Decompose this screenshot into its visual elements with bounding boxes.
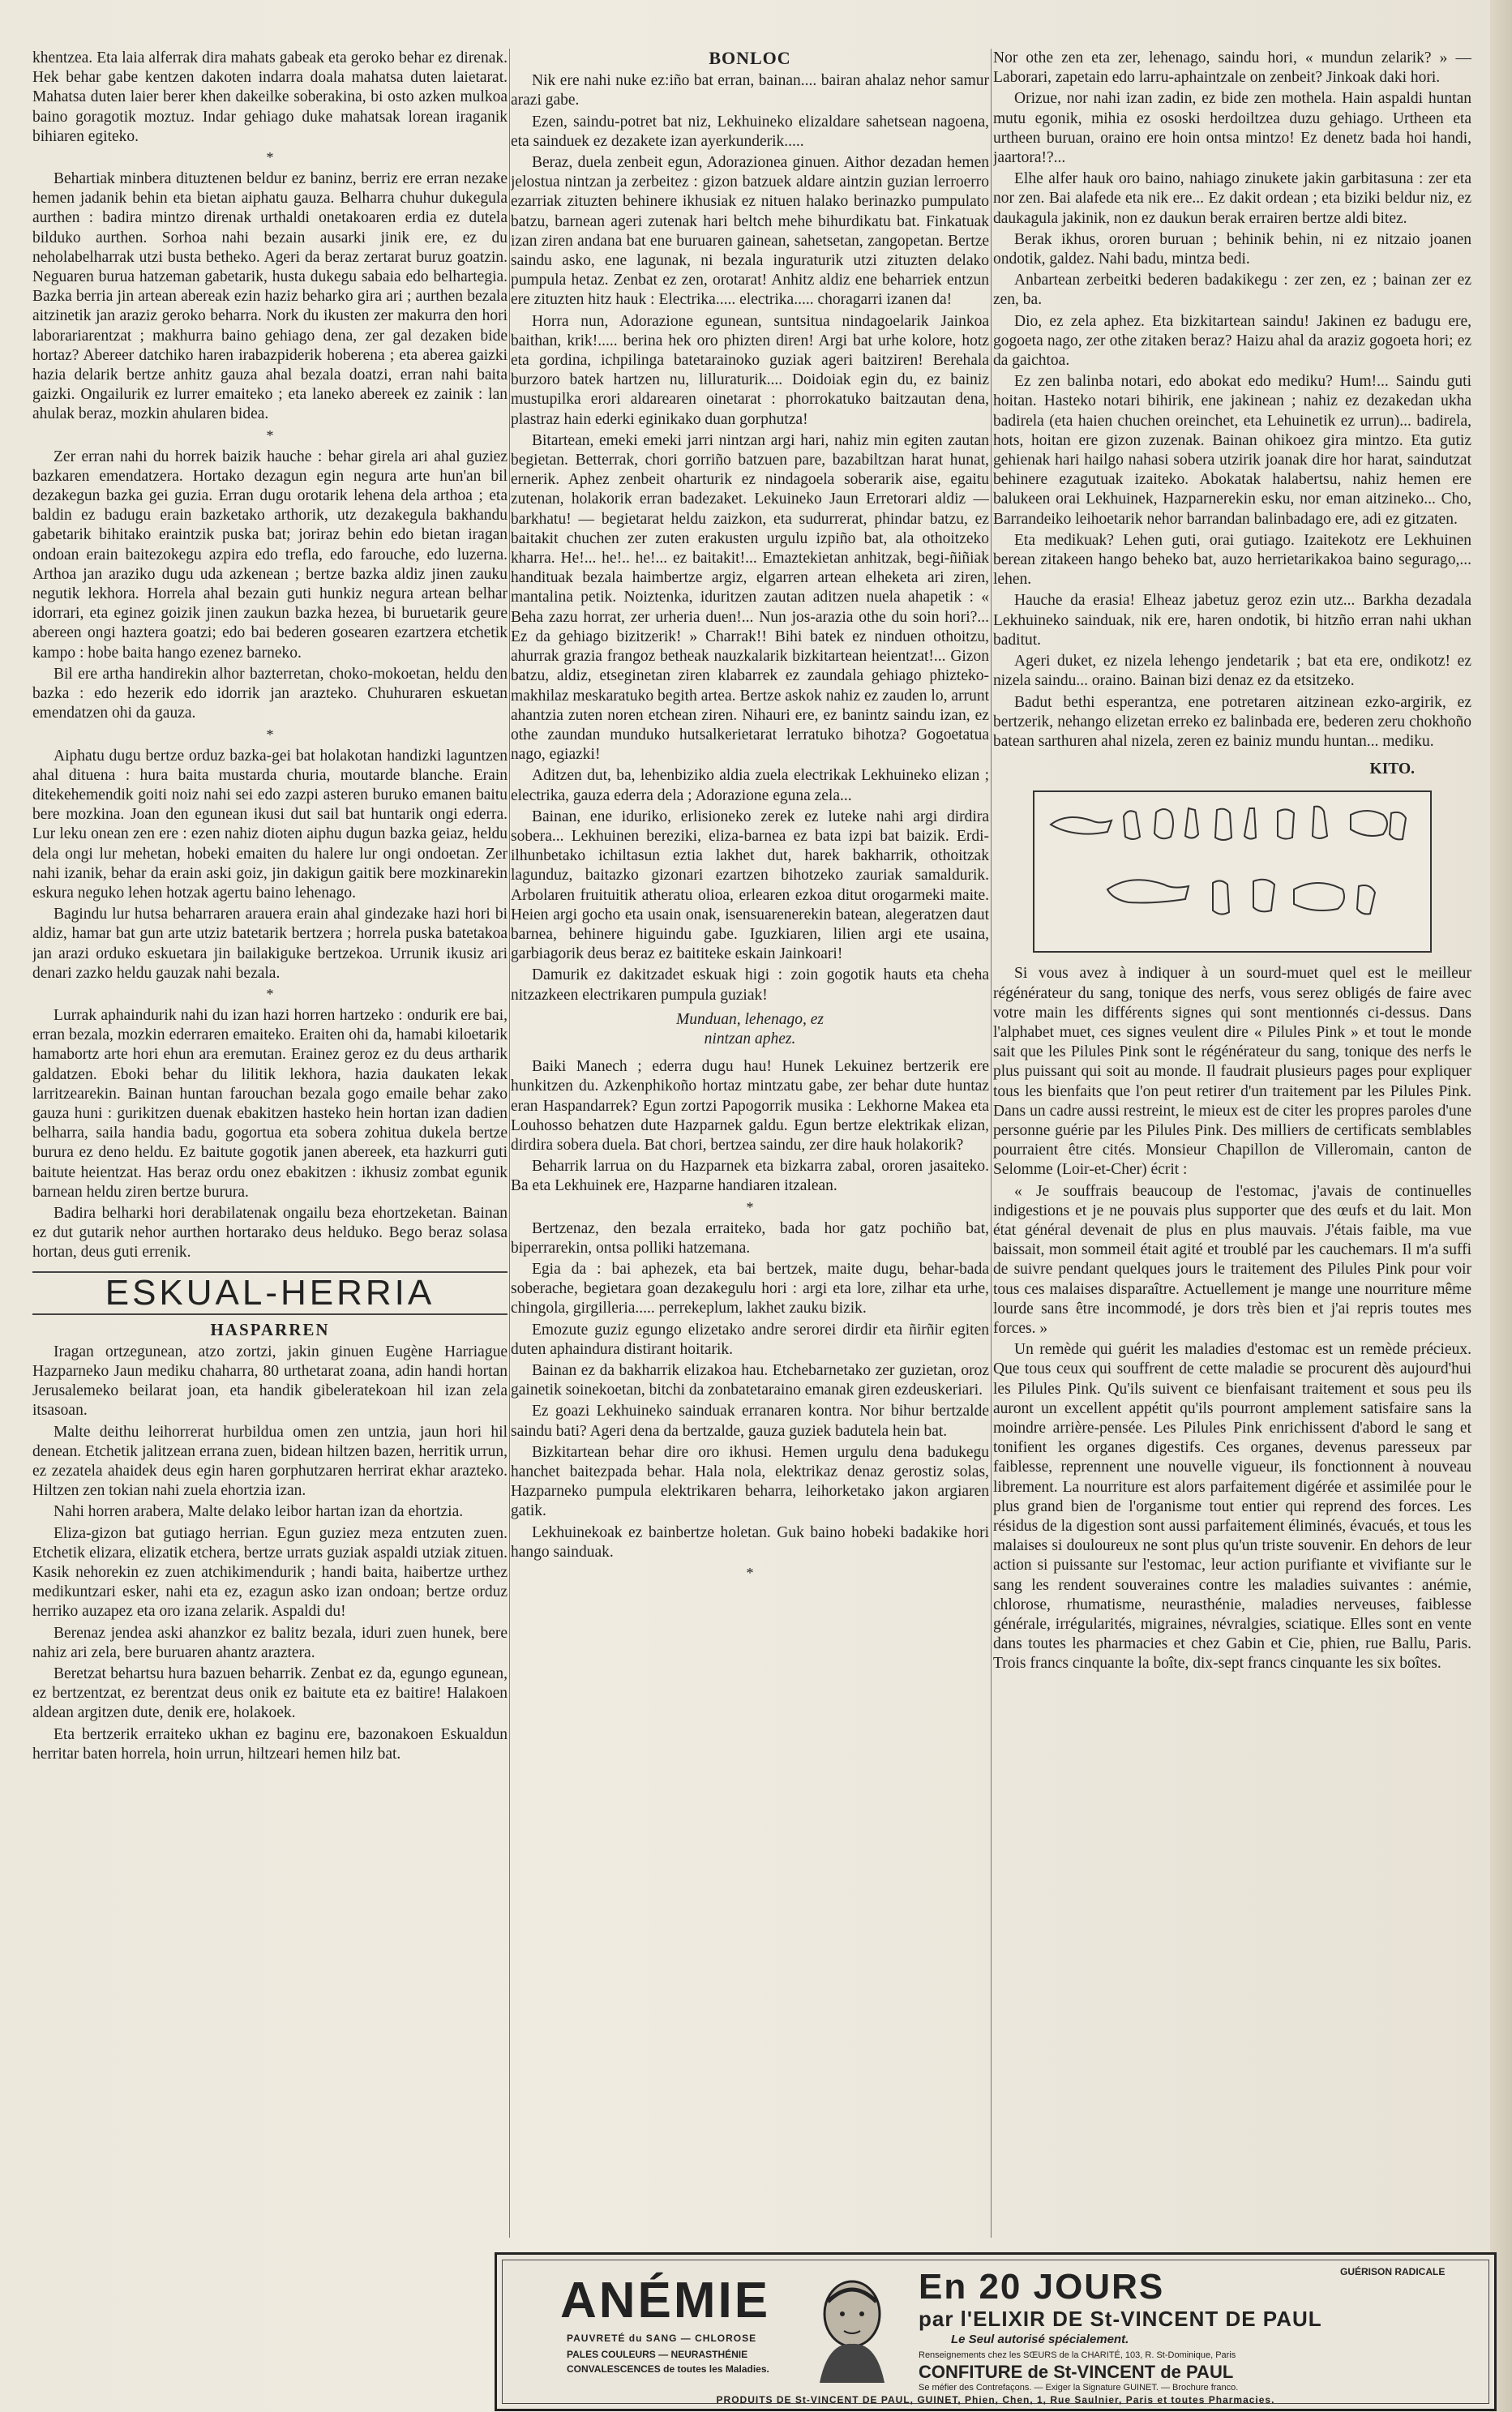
paragraph: Emozute guziz egungo elizetako andre serorei dirdir eta ñirñir egiten duten aphaindura distirant hoitarik. — [511, 1321, 989, 1358]
paragraph: Un remède qui guérit les maladies d'estomac est un remède précieux. Que tous ceux qui souffrent de cette maladie se procurent dès aujourd'hui les Pilules Pink. Qu'ils suivent ce bienfaisant traitement et sous peu ils auront un excellent appétit qu'ils pourront amplement satisfaire sans la moindre arrière-pensée. Les Pilules Pink enrichissent d'abord le sang et tonifient les organes digestifs. Ces organes, devenus paresseux par faiblesse, reprennent une nouvelle vigueur, ils fonctionnent à nouveau librement. La nourriture est alors parfaitement digérée et assimilée pour le plus grand bien de l'organisme tout entier qui reprend des forces. Les résidus de la digestion sont aussi parfaitement éliminés, évacués, et tous les malaises si douloureux ne sont plus qu'un triste souvenir. En dehors de leur action si puissante sur l'estomac, leur action purifiante et vivifiante sur le sang les rendent souveraines contre les maladies suivantes : anémie, chlorose, rhumatisme, neurasthénie, maladies nerveuses, faiblesse générale, irrégularités, migraines, névralgies, sciatique. Elles sont en vente dans toutes les pharmacies et chez Gabin et Cie, phien, rue Ballu, Paris. Trois francs cinquante la boîte, dix-sept francs cinquante les six boîtes. — [993, 1341, 1471, 1673]
poem-line: nintzan aphez. — [704, 1030, 796, 1047]
ad-warning: Se méfier des Contrefaçons. — Exiger la Signature GUINET. — Brochure franco. — [919, 2383, 1239, 2393]
saint-portrait-icon — [803, 2269, 901, 2383]
column-rule — [509, 49, 510, 2238]
poem-verse — [511, 1010, 989, 1049]
paragraph: Beraz, duela zenbeit egun, Adorazionea ginuen. Aithor dezadan hemen jelostua nintzan ja zerbeitez : gizon batzuek aldare aintzin guzian lerroerro ezarriak zituzten behinere ikhusiak ez nituen halako berinazko pumpulato batzu, barnean ageri zutenak hari beltch mehe bihurdikatu bat. Finkatuak izan ziren andana bat ene buruaren gainean, sahetsetan, zangopetan. Bertze saindu asko, ene lagunak, ni bezala inguraturik utzi zituzten delako pumpula hetaz. Zenbat ez zen, orotarat! Anhitz aldiz ene beharriek entzun ere zituzten hitz hauk : Electrika..... electrika..... choragarri izanen da! — [511, 154, 989, 309]
ad-confiture: CONFITURE de St-VINCENT de PAUL — [919, 2362, 1234, 2382]
paragraph: Zer erran nahi du horrek baizik hauche : behar girela ari ahal guziez bazkaren emendatzera. Hortako dezagun egin negura arte hun'an bil dezakegun bazka gei guzia. Erran dugu orotarik lehena dela arthoa ; eta baldin ez badugu erain bazketako arthorik, utz dezakegula bakhandu gabetarik bihitako eraintzik puska bat; joriraz behin edo bietan iragan ondoan erain baitezokegu azpira edo trefla, edo farouche, edo luzerna. Arthoa jan araziko dugu uda azkenean ; bertze bazka aldiz jinen zauku negutik lekhora. Horrela ahal bezain guti hunkiz negura artean belhar idorrari, eta eginez goizik jinen zaukun bazka hezea, bi buruetarik geure abereen ongi haztera goatzi; edo bai bederen gosearen ezartzera etchetik kampo : hobe baita hango ezenez barneko. — [32, 448, 508, 662]
paragraph: Bitartean, emeki emeki jarri nintzan argi hari, nahiz min egiten zautan begietan. Betterrak, chori gorriño batzuen pare, bazabiltzan harat hunat, ernerik. Aphez zenbeit oharturik ez nindagoela soberarik aise, egaitu zutenan, holakorik erran badezaket. Lekuineko Jaun Erretorari aldiz — barkhatu! — begietarat heldu zaizkon, eta sudurrerat, phindar batzu, ez baitakit chuchen zer zuten erakusten urgulu izpiño bat, ala othoitzeko kharra. He!... he!.. he!... ez baitakit!... Emaztekietan anhitzak, begi-ñiñiak handituak bezala haimbertze argiz, elgarren artean elheketa ari ziren, mantalina petik. Noiztenka, iduritzen zautan aditzen nuela ahapetik : « Beha zazu horrat, zer urheria duen!... Nun jos-arazia othe du soin hori?... Ez da gehiago bizitzerik! » Charrak!! Bihi batek ez ninduen othoitzu, ahurrak grazia frangoz betheak nauzkalarik bizkitartean heientzat!... Gizon batzu, aldiz, etseginetan ziren klabarrek ez zaundala gehiago phizteko-makhilaz meskaratuko begith artea. Bertze askok nahiz ez zauden lo, arrunt ahantzia zuten noren etchean ziren. Nihauri ere, ez banintz saindu izan, ez othe zaundan munduko hutsalkerietarat lerratuko bihotza? Gogoetatua nago, egiazki! — [511, 431, 989, 764]
ad-guerison: GUÉRISON RADICALE — [1340, 2266, 1446, 2277]
ad-tagline: Le Seul autorisé spécialement. — [951, 2333, 1129, 2346]
column-rule — [991, 49, 992, 2238]
paragraph: Bil ere artha handirekin alhor bazterretan, choko-mokoetan, heldu den bazka : edo hezerik edo idorrik jan arazteko. Chuhuraren eskuetan emendatzen ohi da gauza. — [32, 665, 508, 722]
paragraph: Si vous avez à indiquer à un sourd-muet quel est le meilleur régénérateur du sang, tonique des nerfs, vous serez obligés de faire avec votre main les différents signes qui sont mentionnés ci-dessus. Dans l'alphabet muet, ces signes veulent dire « Pilules Pink » et tout le monde sait que les Pilules Pink sont le régénérateur du sang, tonique des nerfs le plus puissant qui soit au monde. Il faudrait plusieurs pages pour expliquer tous les bienfaits que l'on peut retirer d'un traitement par les Pilules Pink. Dans un cadre aussi restreint, le mieux est de citer les propres paroles d'une personne guérie par les Pilules Pink. Des milliers de certificats semblables pourraient être cités. Monsieur Chapillon de Villeromain, canton de Selomme (Loir-et-Cher) écrit : — [993, 965, 1471, 1179]
paragraph: Orizue, nor nahi izan zadin, ez bide zen mothela. Hain aspaldi huntan mutu egonik, mihia ez ososki herdoiltzea duzu gehiago. Urtheen eta urtheen buruan, oraino ere hoin ontsa mintzo! Ez denetz bada hoi handi, jaartora!?... — [993, 90, 1471, 167]
separator-star: * — [746, 1198, 754, 1215]
ad-footer: PRODUITS DE St-VINCENT DE PAUL, GUINET, Phien, Chen, 1, Rue Saulnier, Paris et toutes Pharmacies. — [716, 2394, 1275, 2406]
paragraph: Eta bertzerik erraiteko ukhan ez baginu ere, bazonakoen Eskualdun herritar baten horrela, hoin urrun, hiltzeari hemen hilz bat. — [32, 1725, 508, 1763]
paragraph: Bertzenaz, den bezala erraiteko, bada hor gatz pochiño bat, biperrarekin, ontsa polliki hatzemana. — [511, 1219, 989, 1257]
ad-line: CONVALESCENCES de toutes les Maladies. — [567, 2363, 769, 2375]
paragraph: Badira belharki hori derabilatenak ongailu beza ehortzeketan. Bainan ez dut gutarik nehor aurthen hortarako deus helduko. Bego beraz solasa hortan, deus guti errenik. — [32, 1204, 508, 1262]
advertisement-elixir — [495, 2252, 1497, 2411]
ad-product-name: par l'ELIXIR DE St-VINCENT DE PAUL — [919, 2307, 1322, 2331]
column-2 — [511, 49, 989, 2384]
ad-info: Renseignements chez les SŒURS de la CHARITÉ, 103, R. St-Dominique, Paris — [919, 2350, 1236, 2360]
article-title-bonloc: BONLOC — [709, 49, 791, 68]
separator-star: * — [746, 1565, 754, 1582]
poem-line: Munduan, lehenago, ez — [676, 1010, 824, 1028]
paragraph: Aiphatu dugu bertze orduz bazka-gei bat holakotan handizki laguntzen ahal dituena : hura baita mustarda churia, moutarde blanche. Erain ditekehemendik goiti noiz nahi sei edo zazpi asteren buruko emanen baitu bere mozkina. Joan den egunean ikusi dut sail bat huntarik ongi ederra. Lur leku onean zen ere : ezen nahiz dioten aiphu dugun bazka geiaz, heldu dela ongi lur mehetan, hobeki emaiten du halere lur ongi ondoetan. Zer nahi izanik, behar da erain aski goiz, jin dakigun gaitik bere mozkinarekin eskura neguko lehen hotzak agertu baino lehenago. — [32, 747, 508, 902]
paragraph: Iragan ortzegunean, atzo zortzi, jakin ginuen Eugène Harriague Hazparneko Jaun mediku chaharra, 80 urthetarat zoana, adin handi hortan Jerusalemeko beilarat joan, eta handik gibeleratekoan hil izan zela itsasoan. — [32, 1343, 508, 1420]
paragraph: Bizkitartean behar dire oro ikhusi. Hemen urgulu dena badukegu hanchet baitezpada behar. Hala nola, elektrikaz denaz gerostiz solas, Hazparneko pumpula elektrikaren beharra, leihorketako jakon argiaren gatik. — [511, 1443, 989, 1520]
paragraph: Nahi horren arabera, Malte delako leibor hartan izan da ehortzia. — [54, 1503, 464, 1521]
paragraph: Berak ikhus, ororen buruan ; behinik behin, ni ez nitzaio joanen ondotik, galdez. Nahi badu, mintza bedi. — [993, 230, 1471, 268]
paragraph: Bainan, ene iduriko, erlisioneko zerek ez luteke nahi argi dirdira sobera... Lekhuinen bereziki, eliza-barnea ez bata izpi bat baizik. Erdi-ilhunbetako ichiltasun eztia lakhet dut, harek bakharrik, othoitzak lagunduz, baitazko gizonari ezartzen bihotzeko zauriak samaldurik. Arbolaren fruituitik atheratu olioa, erlearen ezkoa ditut orogarmeki maite. Heien argi gocho eta usain onak, isensuarenerekin batean, alegeratzen daut barnea, behinere higuindu gabe. Iguzkiaren, lilien argi ete usaina, garbiagorik deus beraz ez baititeke eskain Jainkoari! — [511, 808, 989, 963]
paragraph: Nor othe zen eta zer, lehenago, saindu hori, « mundun zelarik? » — Laborari, zapetain edo larru-aphaintzale on zenbeit? Jinkoak daki hori. — [993, 49, 1471, 87]
paragraph: Horra nun, Adorazione egunean, suntsitua nindagoelarik Jainkoa baithan, krik!..... berina hek oro phizten diren! Argi bat urhe kolore, hotz eta gordina, ichpilinga batetarainoko guziak ageri baitziren! Berehala burzoro batek hartzen nu, lilluraturik.... Doidoiak egin du, ez bainiz mustupilka erori aldarearen oinetarat : phorrokatuko baitzautan dena, plastraz hain ederki eginikako duan gorphutza! — [511, 312, 989, 428]
paragraph: Ezen, saindu-potret bat niz, Lekhuineko elizaldare sahetsean nagoena, eta sainduek ez dezakete izan ayerkunderik..... — [511, 113, 989, 150]
paragraph: Behartiak minbera dituztenen beldur ez baninz, berriz ere erran nezake hemen jadanik behin eta bietan aiphatu gauza. Belharra chuhur dukegula aurthen : badira mintzo direnak urthaldi onetakoaren erdia ez dutela bilduko aurthen. Sorhoa nahi bezain ausarki jinik ere, ez du neholabelharrak utzi busta betheko. Ageri da beraz zertarat buruz goatzin. Neguaren burua hatzeman gabetarik, husta dukegu sabaia edo belhartegia. Bazka berria jin artean abereak ezin haziz beharko gira ari ; aurthen bezala aitzinetik jan araziz geroko beharra. Nork du ikusten zer makurra den hori laborariarentzat ; makhurra baino gehiago dena, zer gal dezaken bide hortaz? Abereer datchiko haren irabazpiderik hoberena ; eta aberea gaizki hazia delarik bertze anhitz gauza ahal bezala doatzi, erran nahi baita gaizki. Ongailurik ez lurrer emaiteko ; eta laneko abereek ez zainik : lan ahulak beraz, mozkin ahularen bidea. — [32, 170, 508, 423]
paragraph: Lekhuinekoak ez bainbertze holetan. Guk baino hobeki badakike hori hango sainduak. — [511, 1523, 989, 1561]
ad-line: PALES COULEURS — NEURASTHÉNIE — [567, 2349, 748, 2360]
paragraph: Beharrik larrua on du Hazparnek eta bizkarra zabal, ororen jasaiteko. Ba eta Lekhuinek ere, Hazparne handiaren itzalean. — [511, 1158, 989, 1195]
paragraph: Eliza-gizon bat gutiago herrian. Egun guziez meza entzuten zuen. Etchetik elizara, elizatik etchera, bertze urrats guziak aspaldi utziak zituen. Kasik nehorekin ez zuen atchikimendurik ; handi baita, haibertze urthez medikuntzari esker, nahi eta ez, ezagun asko izan ondoan; bertze orduz herriko auzapez eta oro izana zelarik. Aspaldi du! — [32, 1524, 508, 1621]
section-title-eskual-herria: ESKUAL-HERRIA — [32, 1271, 508, 1315]
paragraph: « Je souffrais beaucoup de l'estomac, j'avais de continuelles indigestions et je ne pouvais plus supporter que des œufs et du lait. Mon état général devenait de plus en plus mauvais. J'étais faible, ma vue baissait, mon sommeil était agité et troublé par les cauchemars. Il m'a suffi de suivre pendant quelques jours le traitement des Pilules Pink pour voir tous ces malaises disparaître. Actuellement je mange une nourriture même lourde sans être incommodé, je dors très bien et j'ai repris toutes mes forces. » — [993, 1182, 1471, 1337]
paragraph: Ez goazi Lekhuineko sainduak erranaren kontra. Nor bihur bertzalde saindu bati? Ageri dena da bertzalde, gauza guziek badutela hein bat. — [511, 1403, 989, 1440]
paragraph: Egia da : bai aphezek, eta bai bertzek, maite dugu, behar-bada soberache, begietara goan dezakegulu hori : argi eta lore, zilhar eta urhe, chingola, girgilleria..... perrekeplum, lakhet zauku bizik. — [511, 1260, 989, 1317]
paragraph: Malte deithu leihorrerat hurbildua omen zen untzia, jaun hori hil denean. Etchetik jalitzean errana zuen, bidean hiltzen bazen, herritik urrun, ez zezatela ahaidek deus egin haren gorphutzaren herrirat ekhar arazteko. Hiltzen zen tokian nahi zuela ehortzia izan. — [32, 1423, 508, 1500]
separator-star: * — [266, 426, 274, 443]
paragraph: Badut bethi esperantza, ene potretaren aitzinean ezko-argirik, ez bertzerik, nehango elizetan erreko ez balinbada ere, bederen zeru chokhoño batean sarthuren ahal nizela, zeren ez bainiz mundu huntan... mediku. — [993, 693, 1471, 750]
paragraph: Lurrak aphaindurik nahi du izan hazi horren hartzeko : ondurik ere bai, erran bezala, mozkin ederraren emaiteko. Eraiten ohi da, hamabi kiloetarik hamabortz arte hori ehun ara eremutan. Erainez geroz ez du deus artharik galdatzen. Eboki behar du lilitik lekhora, hazia daukaten lekak larritzearekin. Bainan huntan farouchan bezala gogo emaile behar zako gauza huni : gurikitzen duenak ebakitzen hasteko hein hortan izan dadien belharra, saila handia badu, gogortua eta sobera zohitua dukela bertze burura ez deno heldu. Ez baitute gogotik janen abereek, eta hazkurri guti baitute heientzat. Has beraz ordu onez ebakitzen : ikhusiz zombat egunik barnean heldu ziren bertze burura. — [32, 1006, 508, 1201]
ad-duration: En 20 JOURS — [919, 2267, 1165, 2307]
paragraph: Elhe alfer hauk oro baino, nahiago zinukete jakin garbitasuna : zer eta nor zen. Bai alafede eta nik ere... Ez dakit ordean ; eta biziki beldur niz, ez daukagula jakinik, non ez daukun berak errairen bertze aldi bitez. — [993, 170, 1471, 227]
paragraph: Dio, ez zela aphez. Eta bizkitartean saindu! Jakinen ez badugu ere, gogoeta nago, zer othe zitaken beraz? Haizu ahal da araziz gogoeta hori; ez da gaichtoa. — [993, 312, 1471, 370]
separator-star: * — [266, 985, 274, 1002]
author-signature: KITO. — [1369, 760, 1415, 778]
paragraph: Ageri duket, ez nizela lehengo jendetarik ; bat eta ere, ondikotz! ez nizela saindu... oraino. Bainan bizi denaz ez da etsitzeko. — [993, 653, 1471, 690]
paragraph: Beretzat behartsu hura bazuen beharrik. Zenbat ez da, egungo egunean, ez bertzentzat, ez berentzat deus onik ez baitute eta ez baitire! Halakoen aldean argitzen dute, denik ere, holakoek. — [32, 1665, 508, 1722]
column-1 — [32, 49, 508, 2392]
paragraph: Bagindu lur hutsa beharraren arauera erain ahal gindezake hazi hori bi aldiz, hamar bat gun arte utziz batetarik bertzera ; horrela puska batetakoa jan arazi orduko eskuetara jin bailakiguke bertzekoa. Urrunik ikusiz ari denari zazko heldu gauzak nahi bezala. — [32, 906, 508, 982]
paragraph: Damurik ez dakitzadet eskuak higi : zoin gogotik hauts eta cheha nitzazkeen electrikaren pumpula guziak! — [511, 966, 989, 1004]
paragraph: Anbartean zerbeitki bederen badakikegu : zer zen, ez ; bainan zer ez zen, ba. — [993, 272, 1471, 309]
paragraph: Eta medikuak? Lehen guti, orai gutiago. Izaitekotz ere Lekhuinen berean zitakeen hango beheko bat, auzo herrietarikakoa baino segurago,... lehen. — [993, 531, 1471, 589]
hand-signs-icon — [1034, 792, 1430, 951]
section-subtitle-hasparren: HASPARREN — [210, 1319, 330, 1339]
separator-star: * — [266, 726, 274, 743]
ad-headline: ANÉMIE — [560, 2273, 771, 2328]
paragraph: Nik ere nahi nuke ez:iño bat erran, bainan.... bairan ahalaz nehor samur arazi gabe. — [511, 72, 989, 109]
column-3 — [993, 49, 1471, 2238]
paragraph: Berenaz jendea aski ahanzkor ez balitz bezala, iduri zuen hunek, bere nahiz ari zela, bere buruaren ahantz araztera. — [32, 1624, 508, 1661]
paragraph: khentzea. Eta laia alferrak dira mahats gabeak eta geroko behar ez direnak. Hek behar gabe kentzen dakoten indarra doala mahatsa duten laietarat. Mahatsa duten laier berer khen dakeilke soberakina, bi osto azken mulkoa baino goragotik moztuz. Indar gehiago duke mahatsak lorean iraganik bihiaren egiteko. — [32, 49, 508, 145]
ad-line: PAUVRETÉ du SANG — CHLOROSE — [567, 2333, 757, 2344]
sign-language-hands-illustration — [1033, 790, 1432, 953]
page-edge — [1490, 0, 1512, 2412]
paragraph: Ez zen balinba notari, edo abokat edo mediku? Hum!... Saindu guti hoitan. Hasteko notari bihirik, ene jakinean ; nahiz ez dezakedan ukha badirela (eta haien chuchen oreinchet, eta Lehuinetik ez urrun)... badirela, hots, hoitan ere gizon zuzenak. Bainan ohikoez gira mintzo. Eta gutiz gehienak hari hailgo nahasi sobera utzirik joanak dire hor harat, saindutzat behinere ezagutuak izaiteko. Abokatak halabertsu, nahiz hemen ere balukeen orai Lekhuinek, Hazparnerekin esku, nor eman aitzineko... Cho, Barrandeiko leihoetarik nehor barrandan balinbadago ere, adi ez gitzaten. — [993, 373, 1471, 528]
paragraph: Bainan ez da bakharrik elizakoa hau. Etchebarnetako zer guzietan, oroz gainetik soinekoetan, bitchi da zonbatetaraino emanak giren ezdeuskeriari. — [511, 1362, 989, 1399]
paragraph: Aditzen dut, ba, lehenbiziko aldia zuela electrikak Lekhuineko elizan ; electrika, gauza ederra dela ; Adorazione eguna zela... — [511, 767, 989, 804]
paragraph: Baiki Manech ; ederra dugu hau! Hunek Lekuinez bertzerik ere hunkitzen du. Azkenphikoño hortaz mintzatu gabe, zer behar dute huntaz eran Haspandarrek? Egun zortzi Papogorrik musika : Lekhorne Makea eta Louhosso behatzen dute Hazparnek galdu. Egun bertze elektrikak elizan, dirdira sobera duela. Bat chori, bertzea saindu, zer dire hauk holakorik? — [511, 1058, 989, 1154]
separator-star: * — [266, 149, 274, 166]
paragraph: Hauche da erasia! Elheaz jabetuz geroz ezin utz... Barkha dezadala Lekhuineko sainduak, nik ere, haren ondotik, bi hitzño erran nahi ukhan baditut. — [993, 592, 1471, 649]
